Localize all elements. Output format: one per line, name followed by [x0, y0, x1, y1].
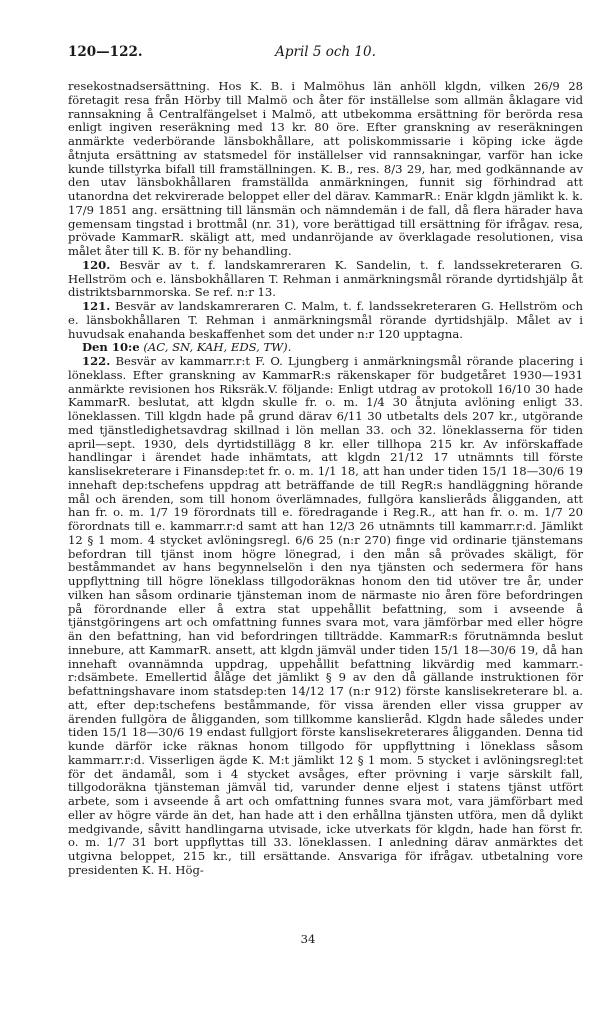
paragraph-120 [68, 259, 583, 300]
body-text [68, 80, 583, 878]
paragraph-text: Besvär av landskamreraren C. Malm, t. f. landssekreteraren G. Hellström och e. länsbokhållaren T. Rehman i anmärkningsmål rörande dyrtidshjälp. Målet av i huvudsak enahanda beskaffenhet som det under n:r 120 upptagna. [68, 299, 583, 341]
page-content [68, 44, 583, 878]
paragraph-text: resekostnadsersättning. Hos K. B. i Malmöhus län anhöll klgdn, vilken 26/9 28 företagit resa från Hörby till Malmö och åter för inställelse som allmän åklagare vid rannsakning å Centralfängelset i Malmö, att utbekomma ersättning för berörda resa enligt ingiven reseräkning med 13 kr. 80 öre. Efter granskning av reseräkningen anmärkte vederbörande länsbokhållare, att poliskommissarie i köping icke ägde åtnjuta ersättning av statsmedel för inställelser vid rannsakningar, varför han icke kunde tillstyrka bifall till framställningen. K. B., res. 8/3 29, har, med godkännande av den utav länsbokhållaren framställda anmärkningen, funnit sig förhindrad att utanordna det rekvirerade beloppet eller del därav. KammarR.: Enär klgdn jämlikt k. k. 17/9 1851 ang. ersättning till länsmän och nämndemän i de fall, då flera härader hava gemensam tingstad i brottmål (nr. 31), vore berättigad till ersättning för ifrågav. resa, prövade KammarR. skäligt att, med undanröjande av överklagade resolutionen, visa målet åter till K. B. för ny behandling. [68, 79, 583, 258]
sitting-members: (AC, SN, KAH, EDS, TW). [143, 340, 292, 355]
running-head [68, 44, 583, 66]
page-range-heading: 120—122. [68, 44, 143, 60]
sitting-heading [68, 341, 583, 355]
paragraph-text: Besvär av t. f. landskamreraren K. Sandelin, t. f. landssekreteraren G. Hellström och e. länsbokhållaren T. Rehman i anmärkningsmål rörande dyrtidshjälp åt distriktsbarnmorska. Se ref. n:r 13. [68, 257, 583, 300]
page-date-heading: April 5 och 10. [275, 44, 376, 60]
paragraph-text: Besvär av kammarr.r:t F. O. Ljungberg i anmärkningsmål rörande placering i löneklass. Efter granskning av KammarR:s räkenskaper för budgetåret 1930—1931 anmärkte revisionen hos Riksräk.V. följande: Enligt utdrag av protokoll 16/10 30 hade KammarR. beslutat, att klgdn skulle fr. o. m. 1/4 30 åtnjuta avlöning enligt 33. löneklassen. Till klgdn hade på grund därav 6/11 30 utbetalts dels 207 kr., utgörande med tjänstledighetsavdrag skillnad i lön mellan 33. och 32. löneklasserna för tiden april—sept. 1930, dels dyrtidstillägg 8 kr. eller tillhopa 215 kr. Av införskaffade handlingar i ärendet hade inhämtats, att klgdn 21/12 17 utnämnts till förste kanslisekreterare i Finansdep:tet fr. o. m. 1/1 18, att han under tiden 15/1 18—30/6 19 innehaft dep:tschefens uppdrag att beträffande de till RegR:s handläggning hörande mål och ärenden, som till honom överlämnades, fullgöra kanslieråds åligganden, att han fr. o. m. 1/7 19 förordnats till e. föredragande i Reg.R., att han fr. o. m. 1/7 20 förordnats till e. kammarr.r:d samt att han 12/3 26 utnämnts till kammarr.r:d. Jämlikt 12 § 1 mom. 4 stycket avlöningsregl. 6/6 25 (n:r 270) finge vid ordinarie tjänstemans befordran till tjänst inom högre lönegrad, i den mån så prövades skäligt, för beståmmandet av hans begynnelselön i den nya tjänsten och sedermera för hans uppflyttning till högre löneklass tillgodoräknas honom den tid utöver tre år, under vilken han såsom ordinarie tjänsteman inom de närmaste nio åren före befordringen på förordnande eller å extra stat uppehållit befattning, som i avseende å tjänstgöringens art och omfattning funnes svara mot, vara jämförbar med eller högre än den befattning, han vid befordringen tillträdde. KammarR:s förutnämnda beslut innebure, att KammarR. ansett, att klgdn jämväl under tiden 15/1 18—30/6 19, då han innehaft ovannämnda uppdrag, uppehållit befattning likvärdig med kammarr.-r:dsämbete. Emellertid ålåge det jämlikt § 9 av den då gällande instruktionen för befattningshavare inom statsdep:ten 14/12 17 (n:r 912) förste kanslisekreterare bl. a. att, efter dep:tschefens beståmmande, för vissa ärenden eller vissa grupper av ärenden fullgöra de åligganden, som tillkomme kanslieråd. Klgdn hade således under tiden 15/1 18—30/6 19 endast fullgjort förste kanslisekreterares åligganden. Denna tid kunde därför icke räknas honom tillgodo för uppflyttning i löneklass såsom kammarr.r:d. Visserligen ägde K. M:t jämlikt 12 § 1 mom. 5 stycket i avlöningsregl:tet för det ändamål, som i 4 stycket avsåges, efter prövning i varje särskilt fall, tillgodoräkna tjänsteman jämväl tid, varunder denne eljest i statens tjänst utfört arbete, som i avseende å art och omfattning funnes svara mot, vara jämförbart med eller av högre värde än det, han hade att i den erhållna tjänsten utföra, men då dylikt medgivande, såvitt handlingarna utvisade, icke utverkats för klgdn, hade han först fr. o. m. 1/7 31 bort uppflyttas till 33. löneklassen. I anledning därav anmärktes det utgivna beloppet, 215 kr., till ersättande. Ansvariga för ifrågav. utbetalning vore presidenten K. H. Hög- [68, 354, 583, 877]
case-number: 120. [82, 257, 111, 272]
paragraph-121 [68, 300, 583, 341]
sitting-date: Den 10:e [82, 340, 140, 355]
paragraph-122 [68, 355, 583, 878]
page-number: 34 [300, 932, 316, 946]
paragraph-continued [68, 80, 583, 259]
case-number: 121. [82, 299, 111, 313]
case-number: 122. [82, 354, 111, 368]
